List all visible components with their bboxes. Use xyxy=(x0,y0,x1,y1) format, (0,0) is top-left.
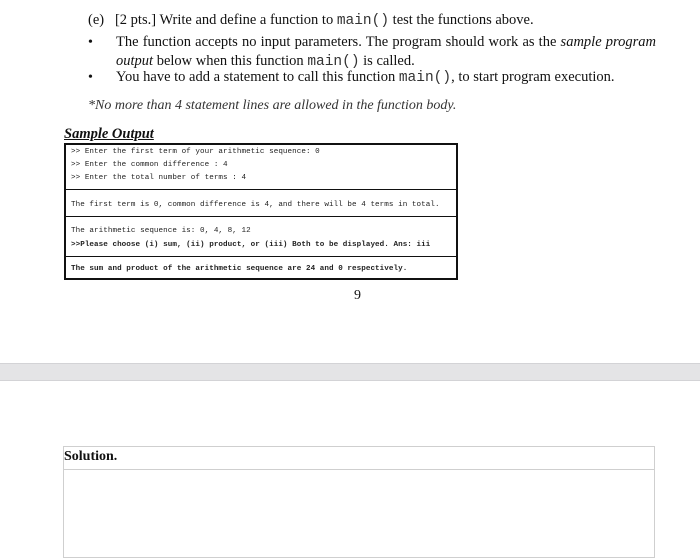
bullet-dot-icon: • xyxy=(88,70,93,85)
console-line: >> Enter the first term of your arithmetic sequence: 0 xyxy=(71,148,320,156)
bullet-1-part3: is called. xyxy=(363,53,415,69)
bullet-dot-icon: • xyxy=(88,35,93,50)
console-line: >> Enter the common difference : 4 xyxy=(71,161,228,169)
question-text-end: test the functions above. xyxy=(392,12,534,28)
question-points: [2 pts.] xyxy=(114,12,157,28)
question-header xyxy=(88,12,534,29)
bullet-1-code: main() xyxy=(307,54,360,70)
bullet-item-1 xyxy=(88,33,656,73)
question-label: (e) xyxy=(88,12,105,28)
console-divider xyxy=(66,256,456,257)
console-divider xyxy=(66,216,456,217)
console-divider xyxy=(66,189,456,190)
bullet-2-part1: You have to add a statement to call this function xyxy=(116,69,396,85)
sample-output-title: Sample Output xyxy=(64,126,154,142)
page-gutter xyxy=(0,363,700,381)
solution-label: Solution. xyxy=(64,447,654,470)
bullet-1-part1: The function accepts no input parameters. The program should work as the xyxy=(116,34,557,50)
solution-box[interactable] xyxy=(63,446,655,558)
page-number: 9 xyxy=(354,288,361,303)
question-text: Write and define a function to xyxy=(159,12,334,28)
console-line: The sum and product of the arithmetic sequence are 24 and 0 respectively. xyxy=(71,265,408,273)
constraint-note: *No more than 4 statement lines are allowed in the function body. xyxy=(88,98,457,113)
bullet-text-2 xyxy=(116,68,656,88)
question-code: main() xyxy=(336,13,390,29)
bullet-2-code: main() xyxy=(398,70,452,86)
console-line: The first term is 0, common difference is 4, and there will be 4 terms in total. xyxy=(71,201,440,209)
console-line: >>Please choose (i) sum, (ii) product, or (iii) Both to be displayed. Ans: iii xyxy=(71,241,431,249)
bullet-item-2 xyxy=(88,68,656,88)
bullet-1-part2: below when this function xyxy=(156,53,304,69)
console-line: The arithmetic sequence is: 0, 4, 8, 12 xyxy=(71,227,251,235)
console-line: >> Enter the total number of terms : 4 xyxy=(71,174,247,182)
bullet-2-part2: , to start program execution. xyxy=(451,69,615,85)
bullet-1-italic: sample program output xyxy=(116,34,656,69)
bullet-text-1 xyxy=(116,33,656,72)
sample-output-console xyxy=(64,143,458,280)
